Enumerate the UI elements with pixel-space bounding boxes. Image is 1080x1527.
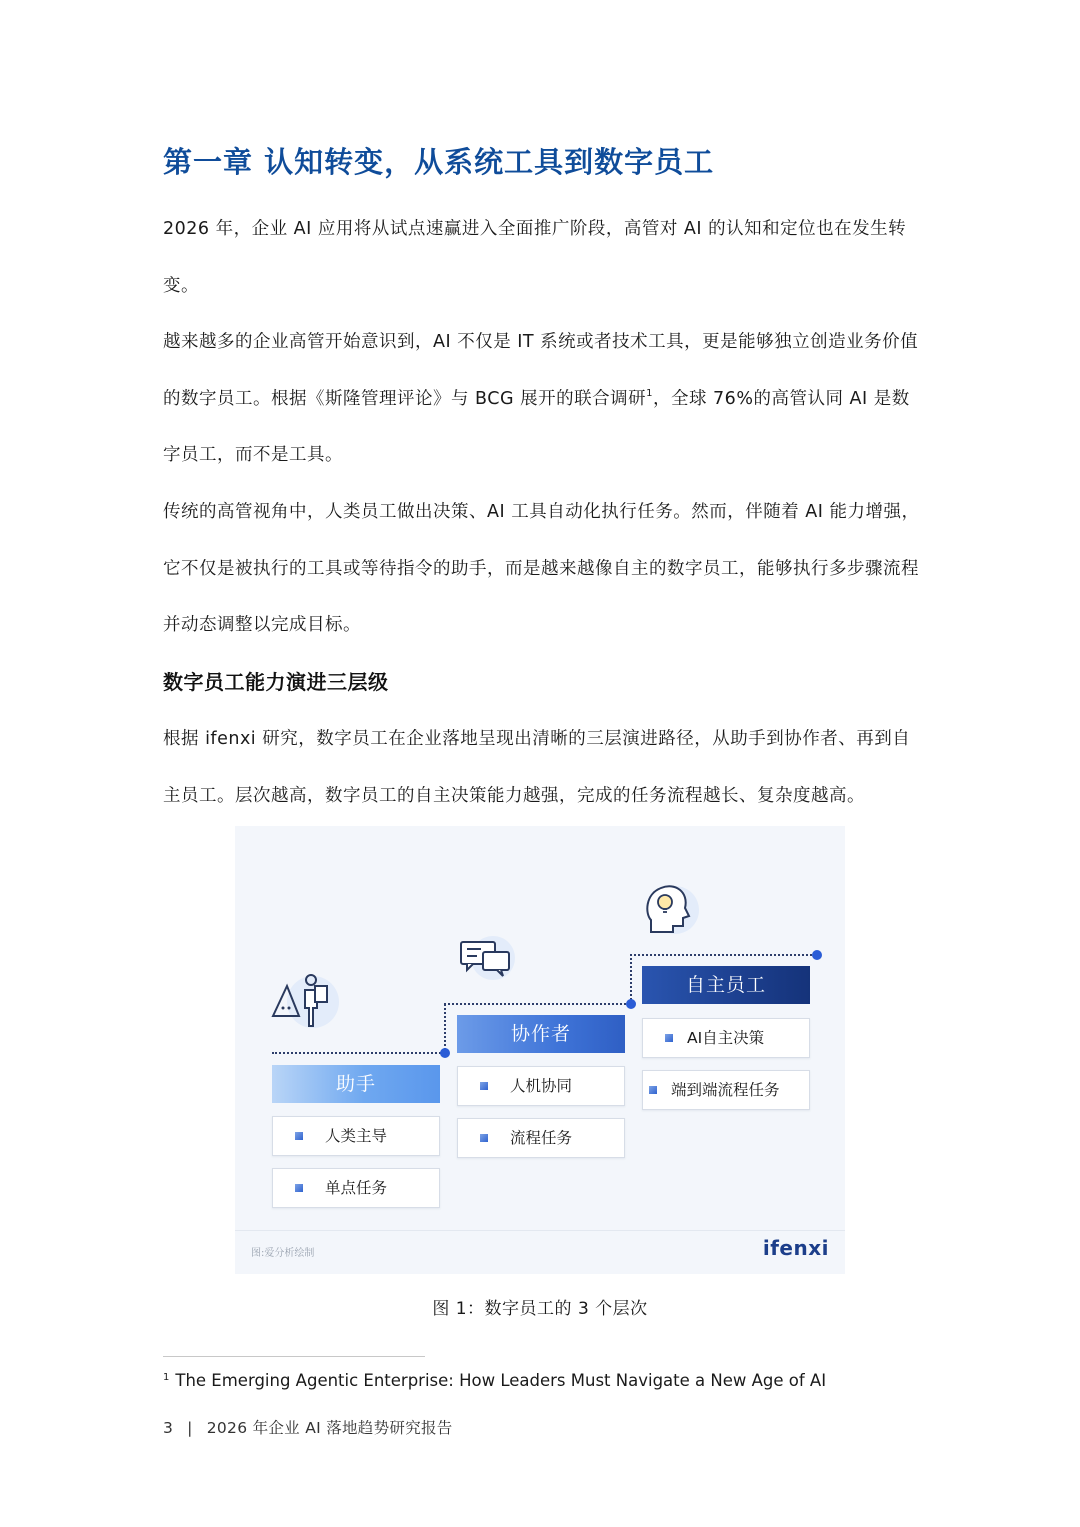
tier-item-label: 端到端流程任务 <box>671 1081 780 1099</box>
tier-collaborator-item <box>457 1118 625 1158</box>
bullet-icon <box>295 1184 303 1192</box>
step-line-tier2 <box>444 1003 630 1005</box>
footnote-reference[interactable]: 1 <box>646 387 653 399</box>
paragraph-text: ，全球 76%的高管认同 AI 是数字员工，而不是工具。 <box>163 388 910 465</box>
paragraph-intro: 2026 年，企业 AI 应用将从试点速赢进入全面推广阶段，高管对 AI 的认知和定位也在发生转变。 <box>163 219 907 296</box>
page-number: 3 <box>163 1419 174 1437</box>
figure-source: 图:爱分析绘制 <box>251 1248 315 1259</box>
tier-autonomous-item <box>642 1070 810 1110</box>
head-lightbulb-icon <box>641 880 701 942</box>
tier-assistant-item <box>272 1168 440 1208</box>
step-line-rise-2 <box>630 954 632 1004</box>
ifenxi-logo: ifenxi <box>762 1236 829 1260</box>
paragraph-three-tiers: 根据 ifenxi 研究，数字员工在企业落地呈现出清晰的三层演进路径，从助手到协作者、再到自主员工。层次越高，数字员工的自主决策能力越强，完成的任务流程越长、复杂度越高。 <box>163 729 911 806</box>
step-dot-2 <box>626 999 636 1009</box>
page-footer <box>163 1416 453 1438</box>
paragraph-text: 越来越多的企业高管开始意识到，AI 不仅是 IT 系统或者技术工具，更是能够独立创造业务价值的数字员工。根据《斯隆管理评论》与 BCG 展开的联合调研 <box>163 332 919 409</box>
figure-divider <box>235 1230 845 1231</box>
tier-item-label: AI自主决策 <box>687 1029 765 1047</box>
bullet-icon <box>480 1082 488 1090</box>
tier-item-label: 人类主导 <box>325 1127 388 1145</box>
tier-item-label: 人机协同 <box>510 1077 573 1095</box>
figure-caption: 图 1：数字员工的 3 个层次 <box>432 1299 648 1319</box>
bullet-icon <box>649 1086 657 1094</box>
tier-item-label: 单点任务 <box>325 1179 388 1197</box>
bullet-icon <box>480 1134 488 1142</box>
footnote-text: The Emerging Agentic Enterprise: How Leaders Must Navigate a New Age of AI <box>175 1371 827 1390</box>
tier-autonomous-item <box>642 1018 810 1058</box>
tier-header-autonomous: 自主员工 <box>642 966 810 1004</box>
footnote-divider <box>163 1356 425 1357</box>
chat-bubbles-icon <box>457 936 521 988</box>
step-line-rise-1 <box>444 1004 446 1054</box>
footnote-number: 1 <box>163 1372 170 1383</box>
step-line-tier3 <box>630 954 816 956</box>
step-dot-3 <box>812 950 822 960</box>
tier-header-collaborator: 协作者 <box>457 1015 625 1053</box>
paragraph-traditional-view: 传统的高管视角中，人类员工做出决策、AI 工具自动化执行任务。然而，伴随着 AI 能力增强，它不仅是被执行的工具或等待指令的助手，而是越来越像自主的数字员工，能够执行多步骤流程并动态调整以完成目标。 <box>163 502 920 635</box>
footnote <box>163 1371 826 1390</box>
tier-item-label: 流程任务 <box>510 1129 573 1147</box>
step-dot-1 <box>440 1048 450 1058</box>
bullet-icon <box>295 1132 303 1140</box>
chapter-title: 第一章 认知转变，从系统工具到数字员工 <box>163 145 715 179</box>
step-line-tier1 <box>272 1052 444 1054</box>
tier-assistant-item <box>272 1116 440 1156</box>
bullet-icon <box>665 1034 673 1042</box>
section-title: 数字员工能力演进三层级 <box>163 670 389 694</box>
paragraph-digital-employee <box>163 314 923 484</box>
tier-header-assistant: 助手 <box>272 1065 440 1103</box>
person-document-icon <box>269 968 341 1036</box>
report-title: 2026 年企业 AI 落地趋势研究报告 <box>206 1419 453 1437</box>
tier-collaborator-item <box>457 1066 625 1106</box>
tiers-diagram <box>235 826 845 1274</box>
footer-separator: | <box>187 1419 193 1437</box>
